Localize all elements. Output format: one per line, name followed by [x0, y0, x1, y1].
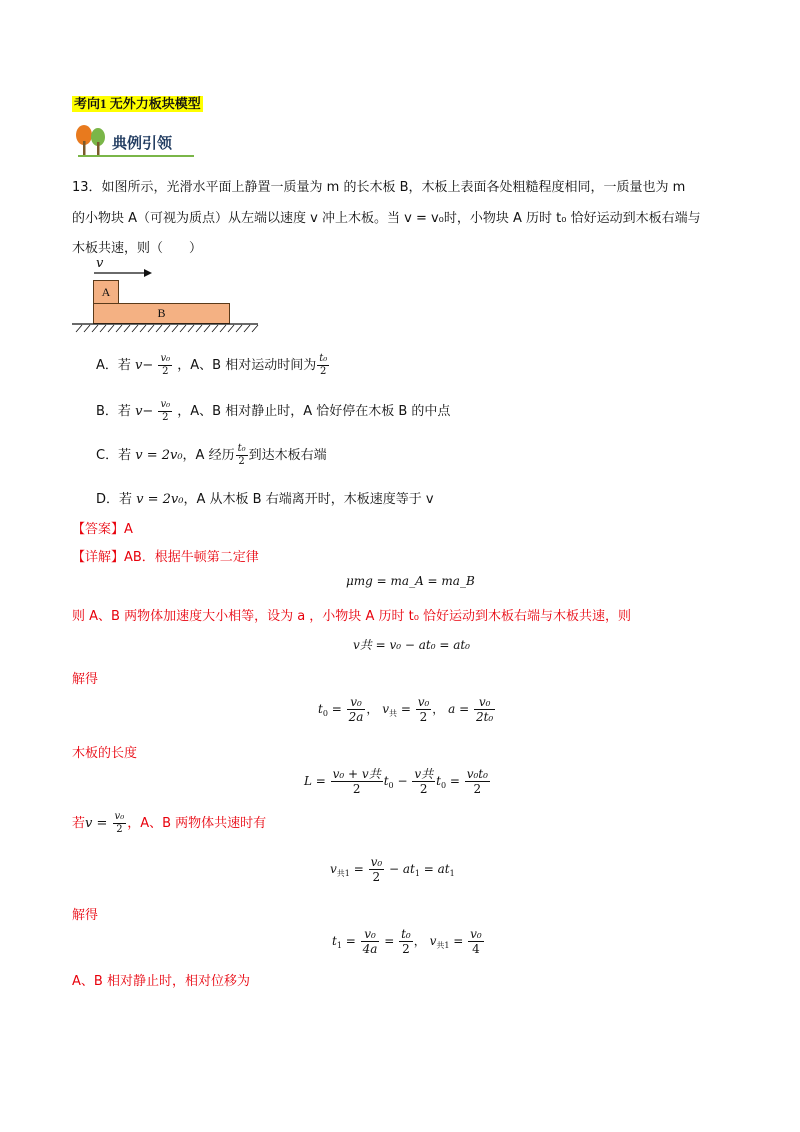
- board-b: B: [93, 303, 230, 324]
- question-line-3: 木板共速，则（ ）: [72, 241, 203, 256]
- analysis-para-1: 则 A、B 两物体加速度大小相等，设为 a ，小物块 A 历时 t₀ 恰好运动到木板右端与木板共速，则: [72, 609, 632, 624]
- board-length-label: 木板的长度: [72, 746, 138, 761]
- option-b-prefix: B．若: [96, 404, 131, 419]
- block-a: A: [93, 280, 119, 304]
- option-d[interactable]: [96, 488, 434, 507]
- velocity-arrow: [94, 268, 154, 278]
- analysis-intro: 【详解】AB．根据牛顿第二定律: [72, 550, 259, 565]
- equation-newton: μmg = ma_A = ma_B: [346, 574, 475, 588]
- analysis-para-3: A、B 相对静止时，相对位移为: [72, 974, 250, 989]
- option-b-fraction: $\frac{\text{v₀}}{2}$: [160, 399, 171, 423]
- option-a-text: ，A、B 相对运动时间为: [177, 358, 317, 373]
- option-c-tail: 到达木板右端: [248, 448, 327, 463]
- figure: [72, 258, 262, 333]
- option-a[interactable]: A．若 v− $\frac{\text{v₀}}{2}$ ，A、B 相对运动时间为 $\frac{\text{t₀}}{2}$: [96, 353, 328, 377]
- analysis-para-2: 若v = $\frac{\text{v₀}}{2}$ ，A、B 两物体共速时有: [72, 811, 267, 835]
- example-header: [74, 124, 194, 158]
- option-a-time-fraction: $\frac{\text{t₀}}{2}$: [319, 353, 328, 377]
- option-d-prefix: D．若: [96, 492, 133, 507]
- solve-label-2: 解得: [72, 908, 99, 923]
- tree-icon: [74, 124, 114, 158]
- solve-label-1: 解得: [72, 672, 99, 687]
- question-line-2: 的小物块 A（可视为质点）从左端以速度 v 冲上木板。当 v = v₀时，小物块 A 历时 t₀ 恰好运动到木板右端与: [72, 211, 701, 226]
- option-c-time-fraction: $\frac{\text{t₀}}{2}$: [237, 443, 246, 467]
- equation-common-velocity: v共 = v₀ − at₀ = at₀: [353, 638, 470, 652]
- equation-board-length: L = $\frac{\text{v₀ + v共}}{2}$ $t_0$ − $\frac{\text{v共}}{2}$ $t_0$ = $\frac{\text{v₀t₀}}{2}$: [304, 767, 488, 796]
- equation-results-1: $t_0$ = $\frac{\text{v₀}}{2a}$ ， $v_共$ = $\frac{\text{v₀}}{2}$ ， a = $\frac{\text{v₀}}{\text{2t₀}}$: [318, 695, 494, 724]
- section-tag: 考向1 无外力板块模型: [74, 96, 201, 111]
- question-line-1: [72, 176, 685, 195]
- option-c-prefix: C．若: [96, 448, 132, 463]
- option-b-text: ，A、B 相对静止时，A 恰好停在木板 B 的中点: [177, 404, 451, 419]
- header-underline: [78, 155, 194, 157]
- equation-results-2: $t_1$ = $\frac{\text{v₀}}{4a}$ = $\frac{\text{t₀}}{2}$ ， $v_{共1}$ = $\frac{\text{v₀}}{4}$: [332, 927, 482, 956]
- option-b[interactable]: B．若 v− $\frac{\text{v₀}}{2}$ ，A、B 相对静止时，A 恰好停在木板 B 的中点: [96, 399, 451, 423]
- option-c-text: ，A 经历: [182, 448, 235, 463]
- equation-common-velocity-1: $v_{共1}$ = $\frac{\text{v₀}}{2}$ − $at_1 = at_1$: [330, 855, 455, 884]
- question-text-1: 如图所示，光滑水平面上静置一质量为 m 的长木板 B，木板上表面各处粗糙程度相同，一质量也为 m: [101, 180, 686, 195]
- velocity-label: v: [96, 256, 104, 271]
- option-a-prefix: A．若: [96, 358, 131, 373]
- ground-hatch: [72, 322, 262, 334]
- option-a-var: v: [135, 358, 143, 373]
- option-d-expr: v = 2v₀: [136, 492, 184, 507]
- option-d-text: ，A 从木板 B 右端离开时，木板速度等于 v: [183, 492, 434, 507]
- option-b-var: v: [135, 404, 143, 419]
- question-number: 13．: [72, 180, 102, 195]
- answer: 【答案】A: [72, 522, 133, 537]
- option-a-fraction: $\frac{\text{v₀}}{2}$: [160, 353, 171, 377]
- example-header-label: 典例引领: [112, 134, 173, 152]
- option-c-expr: v = 2v₀: [135, 448, 183, 463]
- option-c[interactable]: [96, 444, 327, 467]
